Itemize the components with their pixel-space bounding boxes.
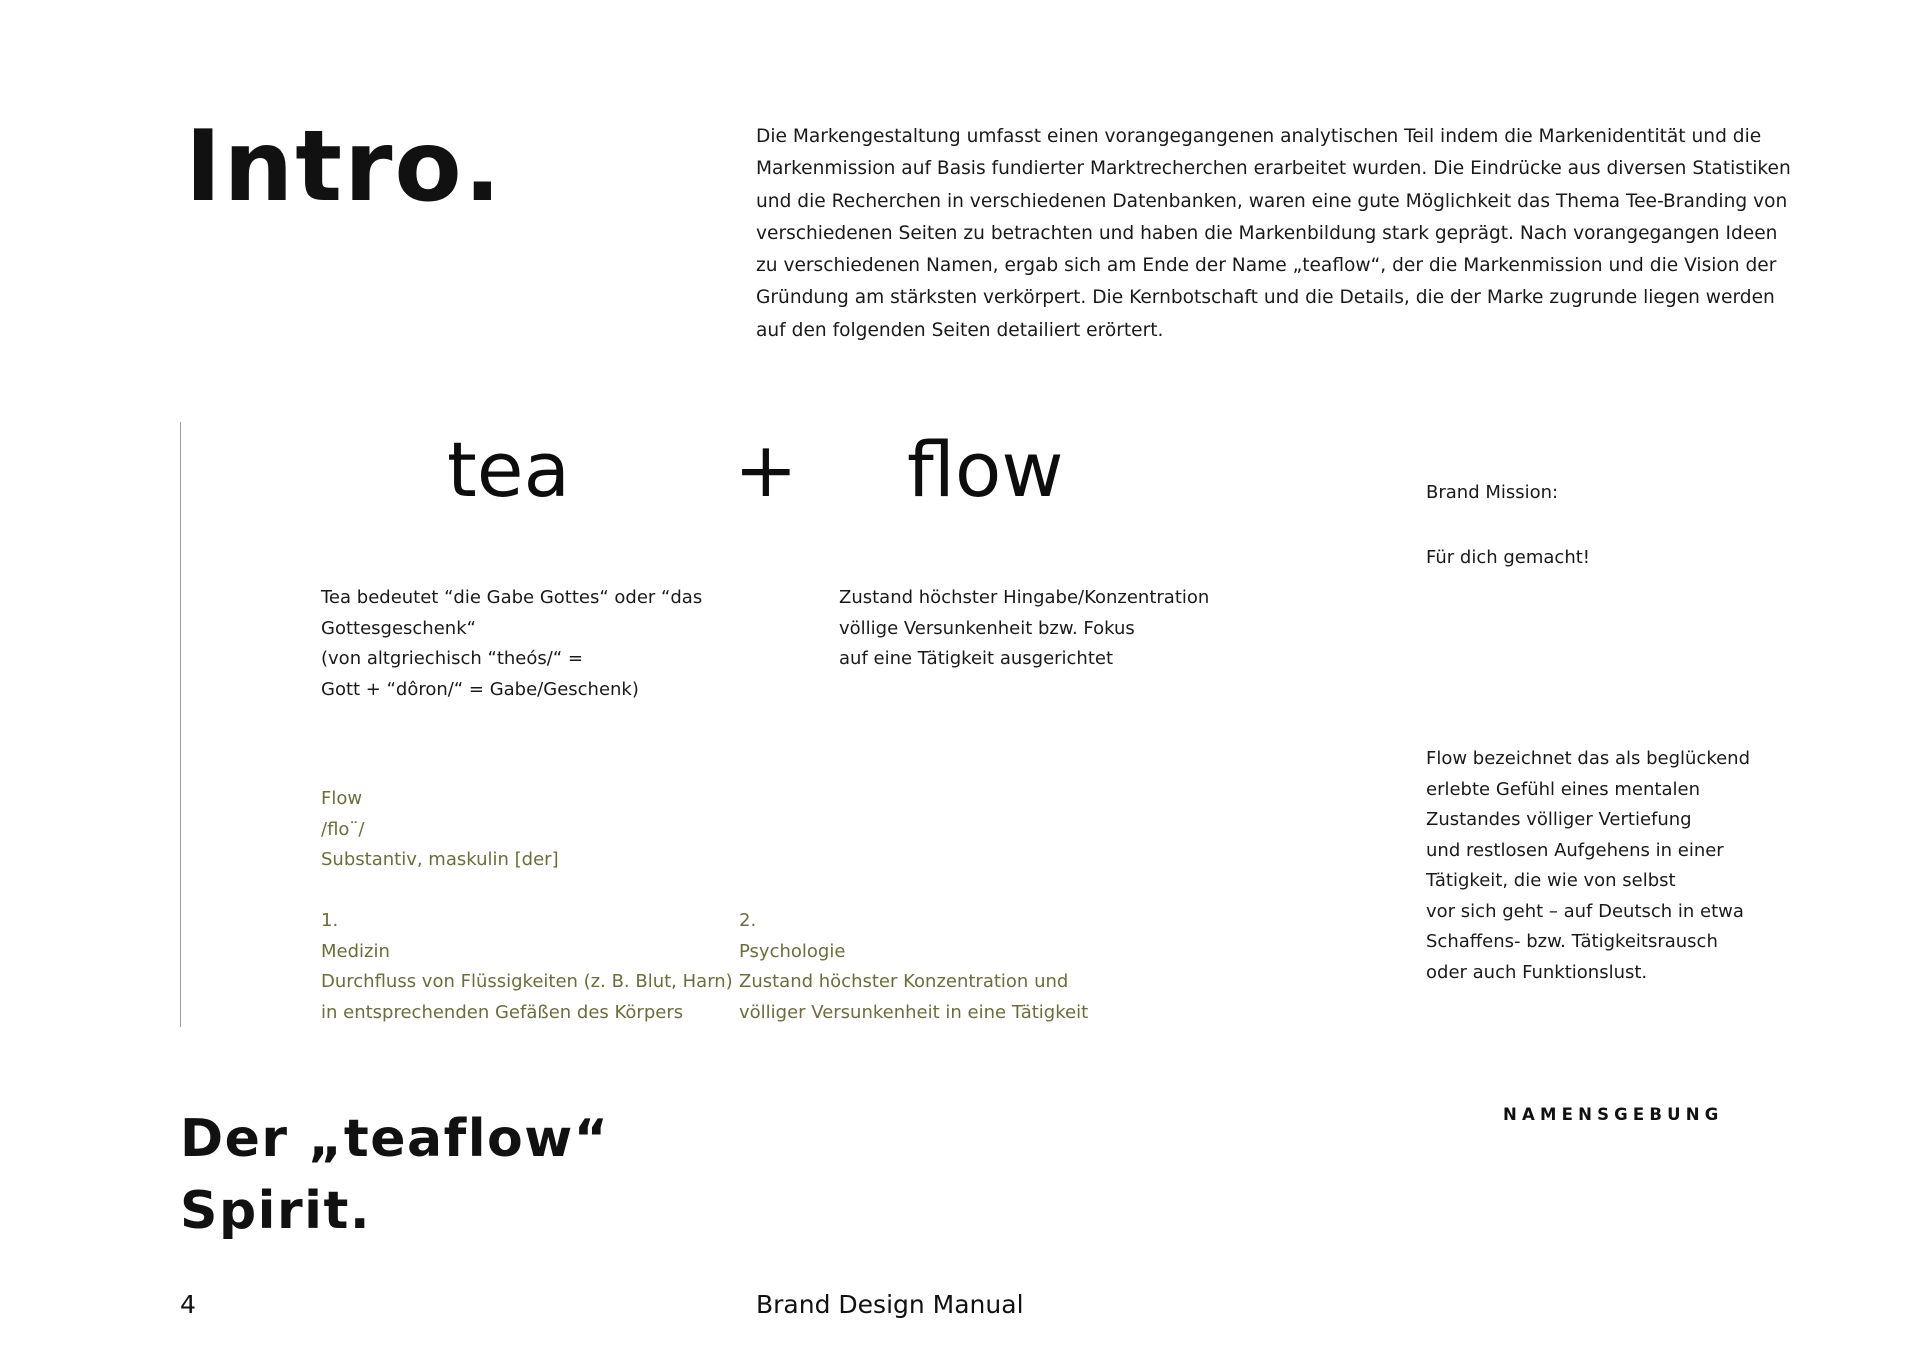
tea-definition <box>321 583 702 705</box>
flow-description-line: vor sich geht – auf Deutsch in etwa <box>1426 900 1744 922</box>
intro-line: zu verschiedenen Namen, ergab sich am Ende der Name „teaflow“, der die Markenmission und die Vision der <box>756 255 1777 277</box>
meaning-text: Zustand höchster Konzentration und <box>739 971 1069 992</box>
meaning-text: völliger Versunkenheit in eine Tätigkeit <box>739 1001 1089 1023</box>
flow-description-line: oder auch Funktionslust. <box>1426 961 1648 983</box>
word-tea: tea <box>447 425 571 514</box>
dictionary-meaning-medicine <box>321 906 733 1028</box>
page-number: 4 <box>180 1290 196 1319</box>
plus-sign: + <box>734 425 798 514</box>
intro-line: Die Markengestaltung umfasst einen vorangegangenen analytischen Teil indem die Markenidentität und die <box>756 126 1762 147</box>
manual-title: Brand Design Manual <box>756 1290 1024 1319</box>
intro-line: und die Recherchen in verschiedenen Datenbanken, waren eine gute Möglichkeit das Thema Tee-Branding von <box>756 190 1788 212</box>
intro-line: Gründung am stärksten verkörpert. Die Kernbotschaft und die Details, die der Marke zugrunde liegen werden <box>756 287 1775 309</box>
brand-mission-value <box>1426 543 1590 574</box>
intro-paragraph <box>756 121 1791 347</box>
meaning-text: in entsprechenden Gefäßen des Körpers <box>321 1001 684 1023</box>
flow-definition-line: völlige Versunkenheit bzw. Fokus <box>839 617 1135 639</box>
vertical-divider <box>180 422 181 1027</box>
flow-definition-line: Zustand höchster Hingabe/Konzentration <box>839 587 1210 608</box>
dictionary-pronunciation: /flo¨/ <box>321 818 365 840</box>
brand-mission-label-text: Brand Mission: <box>1426 482 1559 503</box>
spirit-title-line: Der „teaflow“ <box>180 1109 610 1169</box>
meaning-field: Psychologie <box>739 940 846 962</box>
intro-line: verschiedenen Seiten zu betrachten und haben die Markenbildung stark geprägt. Nach vorangegangen Ideen <box>756 222 1778 244</box>
brand-mission-value-text: Für dich gemacht! <box>1426 547 1590 568</box>
intro-line: auf den folgenden Seiten detailiert erörtert. <box>756 319 1164 341</box>
spirit-title-line: Spirit. <box>180 1181 372 1241</box>
flow-description-line: erlebte Gefühl eines mentalen <box>1426 778 1700 800</box>
flow-description-line: und restlosen Aufgehens in einer <box>1426 839 1724 861</box>
tea-definition-line: Gott + “dôron/“ = Gabe/Geschenk) <box>321 678 639 700</box>
brand-mission-label <box>1426 478 1558 509</box>
meaning-number: 2. <box>739 910 757 931</box>
dictionary-meaning-psychology <box>739 906 1088 1028</box>
tea-definition-line: (von altgriechisch “theós/“ = <box>321 648 583 669</box>
dictionary-entry <box>321 784 559 876</box>
flow-description <box>1426 744 1750 988</box>
flow-description-line: Flow bezeichnet das als beglückend <box>1426 748 1751 769</box>
flow-definition <box>839 583 1209 675</box>
flow-description-line: Schaffens- bzw. Tätigkeitsrausch <box>1426 931 1718 952</box>
flow-definition-line: auf eine Tätigkeit ausgerichtet <box>839 648 1114 669</box>
dictionary-headword: Flow <box>321 788 363 809</box>
meaning-field: Medizin <box>321 940 390 962</box>
intro-title: Intro. <box>185 110 503 224</box>
tea-definition-line: Tea bedeutet “die Gabe Gottes“ oder “das <box>321 587 703 608</box>
intro-line: Markenmission auf Basis fundierter Marktrecherchen erarbeitet wurden. Die Eindrücke aus diversen Statistiken <box>756 158 1791 180</box>
meaning-number: 1. <box>321 910 339 931</box>
meaning-text: Durchfluss von Flüssigkeiten (z. B. Blut, Harn) <box>321 971 733 992</box>
flow-description-line: Tätigkeit, die wie von selbst <box>1426 870 1676 891</box>
spirit-title <box>180 1103 609 1247</box>
dictionary-word-class: Substantiv, maskulin [der] <box>321 849 559 870</box>
flow-description-line: Zustandes völliger Vertiefung <box>1426 809 1692 830</box>
word-flow: flow <box>907 425 1064 514</box>
tea-definition-line: Gottesgeschenk“ <box>321 617 476 639</box>
section-label: NAMENSGEBUNG <box>1503 1105 1724 1124</box>
